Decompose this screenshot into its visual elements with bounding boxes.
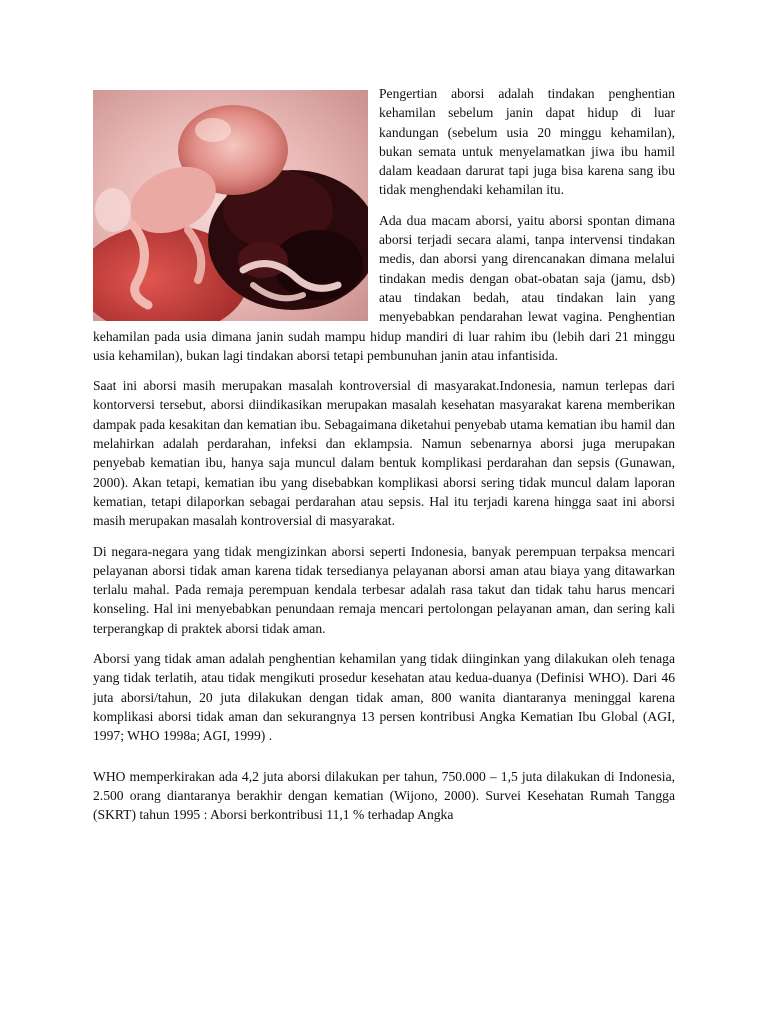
paragraph-types: Ada dua macam aborsi, yaitu aborsi spontan dimana aborsi terjadi secara alami, tanpa intervensi tindakan medis, dan aborsi yang direncanakan dimana melalui tindakan medis dengan obat-obatan saja (jamu, dsb) atau tindakan bedah, atau tindakan lain yang menyebabkan pendarahan lewat vagina. Penghentian kehamilan pada usia dimana janin sudah mampu hidup mandiri di luar rahim ibu (lebih dari 21 minggu usia kehamilan), bukan lagi tindakan aborsi tetapi pembunuhan janin atau infantisida. [93, 212, 675, 363]
paragraph-definition: Pengertian aborsi adalah tindakan penghentian kehamilan sebelum janin dapat hidup di luar kandungan (sebelum usia 20 minggu kehamilan), bukan semata untuk menyelamatkan jiwa ibu hamil dalam keadaan darurat tapi juga bisa karena sang ibu tidak menghendaki kehamilan itu. [379, 86, 675, 198]
medical-photo [93, 90, 368, 321]
paragraph-unsafe-services: Di negara-negara yang tidak mengizinkan aborsi seperti Indonesia, banyak perempuan terpaksa mencari pelayanan aborsi tidak aman karena tidak tersedianya pelayanan aborsi aman atau biaya yang ditawarkan terlalu mahal. Pada remaja perempuan kendala terbesar adalah rasa takut dan tidak tahu harus mencari konseling. Hal ini menyebabkan penundaan remaja mencari pertolongan pelayanan aman, dan sering kali terperangkap di praktek aborsi tidak aman. [93, 543, 675, 636]
medical-photo-image [93, 90, 368, 321]
paragraph-controversy: Saat ini aborsi masih merupakan masalah kontroversial di masyarakat.Indonesia, namun terlepas dari kontorversi tersebut, aborsi diindikasikan merupakan masalah kesehatan masyarakat karena memberikan dampak pada kesakitan dan kematian ibu. Sebagaimana diketahui penyebab utama kematian ibu hamil dan melahirkan adalah perdarahan, infeksi dan eklampsia. Namun sebenarnya aborsi juga merupakan penyebab kematian ibu, hanya saja muncul dalam bentuk komplikasi perdarahan dan sepsis (Gunawan, 2000). Akan tetapi, kematian ibu yang disebabkan komplikasi aborsi sering tidak muncul dalam laporan kematian, tetapi dilaporkan sebagai perdarahan atau sepsis. Hal itu terjadi karena hingga saat ini aborsi masih merupakan masalah kontroversial di masyarakat. [93, 378, 675, 529]
paragraph-who-definition: Aborsi yang tidak aman adalah penghentian kehamilan yang tidak diinginkan yang dilakukan oleh tenaga yang tidak terlatih, atau tidak mengikuti prosedur kesehatan atau kedua-duanya (Definisi WHO). Dari 46 juta aborsi/tahun, 20 juta dilakukan dengan tidak aman, 800 wanita diantaranya meninggal karena komplikasi aborsi tidak aman dan sekurangnya 13 persen kontribusi Angka Kematian Ibu Global (AGI, 1997; WHO 1998a; AGI, 1999) . [93, 651, 675, 744]
document-page [93, 84, 675, 835]
paragraph-who-estimates: WHO memperkirakan ada 4,2 juta aborsi dilakukan per tahun, 750.000 – 1,5 juta dilakukan di Indonesia, 2.500 orang diantaranya berakhir dengan kematian (Wijono, 2000). Survei Kesehatan Rumah Tangga (SKRT) tahun 1995 : Aborsi berkontribusi 11,1 % terhadap Angka [93, 768, 675, 823]
paragraph-spacer [93, 757, 675, 767]
